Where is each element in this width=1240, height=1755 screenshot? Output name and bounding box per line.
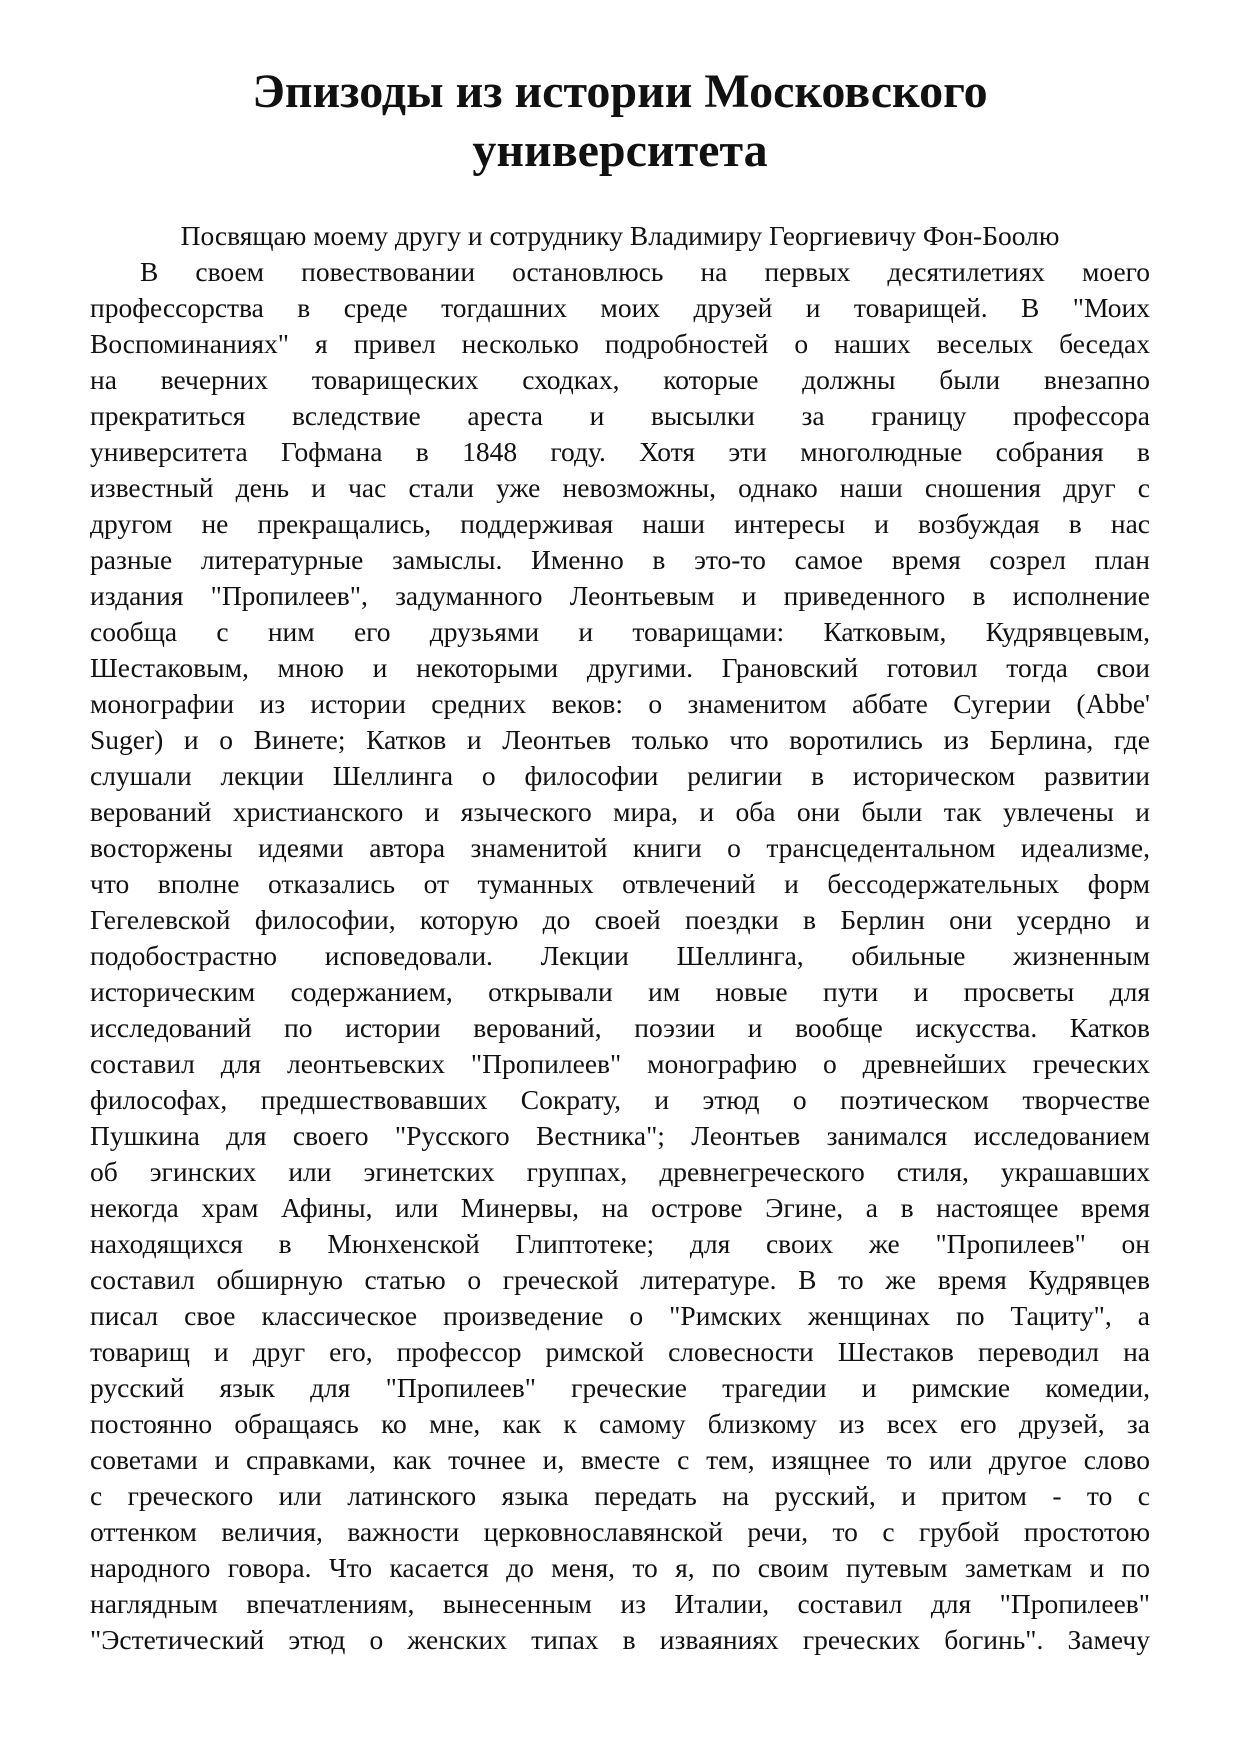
- text-line: Воспоминаниях" я привел несколько подробностей о наших веселых беседах: [90, 328, 1150, 359]
- text-line: профессорства в среде тогдашних моих друзей и товарищей. В "Моих: [90, 292, 1150, 323]
- text-line: советами и справками, как точнее и, вместе с тем, изящнее то или другое слово: [90, 1444, 1150, 1475]
- text-line: университета Гофмана в 1848 году. Хотя эти многолюдные собрания в: [90, 436, 1150, 467]
- text-line: восторжены идеями автора знаменитой книги о трансцедентальном идеализме,: [90, 832, 1150, 863]
- text-line: находящихся в Мюнхенской Глиптотеке; для своих же "Пропилеев" он: [90, 1228, 1150, 1259]
- text-line: Пушкина для своего "Русского Вестника"; Леонтьев занимался исследованием: [90, 1120, 1150, 1151]
- text-line: народного говора. Что касается до меня, то я, по своим путевым заметкам и по: [90, 1552, 1150, 1583]
- text-line: издания "Пропилеев", задуманного Леонтьевым и приведенного в исполнение: [90, 580, 1150, 611]
- text-line: прекратиться вследствие ареста и высылки за границу профессора: [90, 400, 1150, 431]
- text-line: Suger) и о Винете; Катков и Леонтьев только что воротились из Берлина, где: [90, 724, 1150, 755]
- dedication: Посвящаю моему другу и сотруднику Владимиру Георгиевичу Фон-Боолю: [180, 220, 1060, 251]
- text-line: писал свое классическое произведение о "Римских женщинах по Тациту", а: [90, 1300, 1150, 1331]
- document-title: [90, 62, 1150, 180]
- text-line: что вполне отказались от туманных отвлечений и бессодержательных форм: [90, 868, 1150, 899]
- text-line: верований христианского и языческого мира, и оба они были так увлечены и: [90, 796, 1150, 827]
- title-line: Эпизоды из истории Московского: [252, 65, 988, 118]
- text-line: составил для леонтьевских "Пропилеев" монографию о древнейших греческих: [90, 1048, 1150, 1079]
- text-line: некогда храм Афины, или Минервы, на острове Эгине, а в настоящее время: [90, 1192, 1150, 1223]
- text-line: оттенком величия, важности церковнославянской речи, то с грубой простотою: [90, 1516, 1150, 1547]
- text-line: исследований по истории верований, поэзии и вообще искусства. Катков: [90, 1012, 1150, 1043]
- text-line: другом не прекращались, поддерживая наши интересы и возбуждая в нас: [90, 508, 1150, 539]
- text-line: "Эстетический этюд о женских типах в изваяниях греческих богинь". Замечу: [90, 1624, 1150, 1655]
- text-line: Шестаковым, мною и некоторыми другими. Грановский готовил тогда свои: [90, 652, 1150, 683]
- text-line: историческим содержанием, открывали им новые пути и просветы для: [90, 976, 1150, 1007]
- text-line: Гегелевской философии, которую до своей поездки в Берлин они усердно и: [90, 904, 1150, 935]
- text-line: товарищ и друг его, профессор римской словесности Шестаков переводил на: [90, 1336, 1150, 1367]
- text-line: В своем повествовании остановлюсь на первых десятилетиях моего: [140, 256, 1150, 287]
- text-line: наглядным впечатлениям, вынесенным из Италии, составил для "Пропилеев": [90, 1588, 1150, 1619]
- text-line: на вечерних товарищеских сходках, которые должны были внезапно: [90, 364, 1150, 395]
- text-line: разные литературные замыслы. Именно в это-то самое время созрел план: [90, 544, 1150, 575]
- text-line: философах, предшествовавших Сократу, и этюд о поэтическом творчестве: [90, 1084, 1150, 1115]
- text-line: с греческого или латинского языка передать на русский, и притом - то с: [90, 1480, 1150, 1511]
- text-line: монографии из истории средних веков: о знаменитом аббате Сугерии (Abbe': [90, 688, 1150, 719]
- text-line: постоянно обращаясь ко мне, как к самому близкому из всех его друзей, за: [90, 1408, 1150, 1439]
- text-line: подобострастно исповедовали. Лекции Шеллинга, обильные жизненным: [90, 940, 1150, 971]
- text-line: слушали лекции Шеллинга о философии религии в историческом развитии: [90, 760, 1150, 791]
- text-line: русский язык для "Пропилеев" греческие трагедии и римские комедии,: [90, 1372, 1150, 1403]
- body-text: [90, 254, 1150, 1658]
- text-line: составил обширную статью о греческой литературе. В то же время Кудрявцев: [90, 1264, 1150, 1295]
- text-line: сообща с ним его друзьями и товарищами: Катковым, Кудрявцевым,: [90, 616, 1150, 647]
- text-line: известный день и час стали уже невозможны, однако наши сношения друг с: [90, 472, 1150, 503]
- title-line: университета: [472, 124, 768, 177]
- text-line: об эгинских или эгинетских группах, древнегреческого стиля, украшавших: [90, 1156, 1150, 1187]
